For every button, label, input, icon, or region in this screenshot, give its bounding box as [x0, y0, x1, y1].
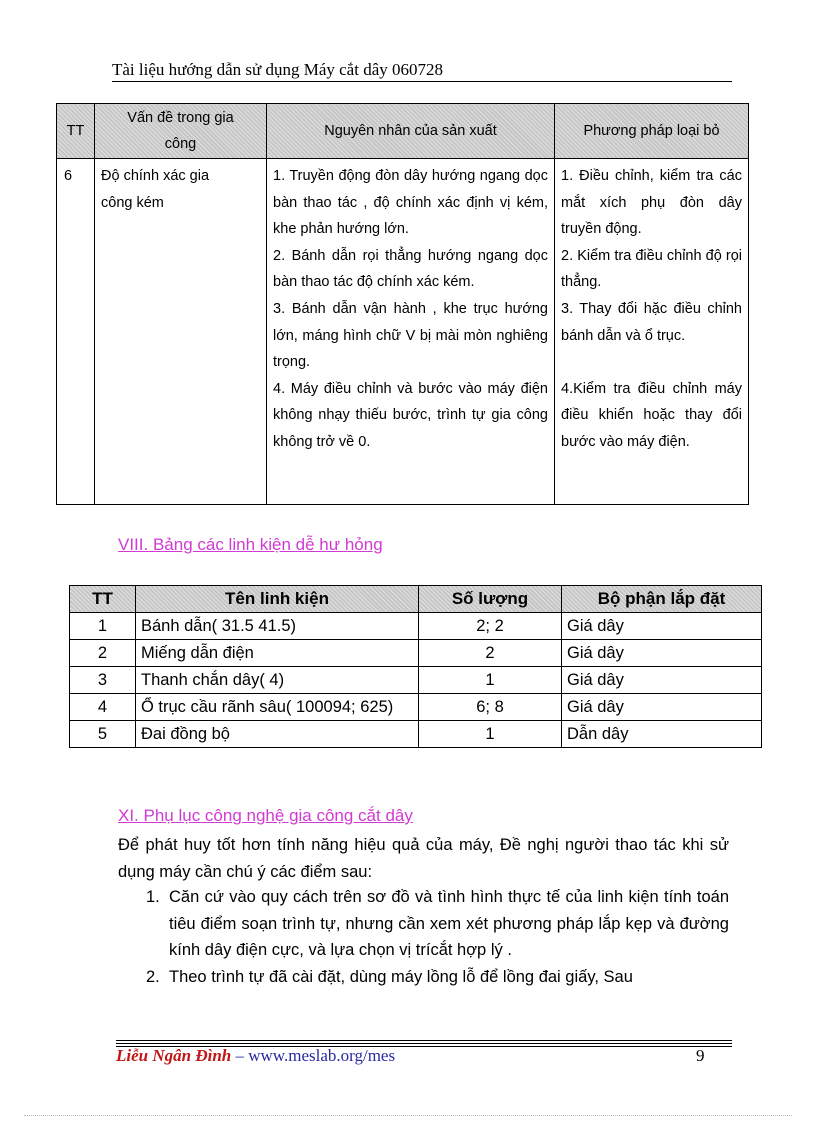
- cause-item: 4. Máy điều chỉnh và bước vào máy điện không nhạy thiếu bước, trình tự gia công không trở về 0.: [273, 380, 548, 450]
- list-item-number: 1.: [146, 888, 160, 906]
- footer-rule: [116, 1043, 732, 1044]
- row-location: Giá dây: [562, 640, 762, 667]
- row-tt: 4: [70, 694, 136, 721]
- list-item-number: 2.: [146, 967, 160, 986]
- parts-table: [69, 585, 762, 748]
- footer-credit: [116, 1046, 395, 1066]
- col-header-qty: Số lượng: [419, 586, 562, 613]
- document-header-title: Tài liệu hướng dẫn sử dụng Máy cắt dây 060728: [112, 60, 443, 79]
- col-header-cause: Nguyên nhân của sản xuất: [267, 104, 555, 159]
- table-row: [70, 667, 762, 694]
- row-issue: [95, 159, 267, 505]
- cause-item: 1. Truyền động đòn dây hướng ngang dọc bàn thao tác , độ chính xác định vị kém, khe phản hướng lớn.: [273, 168, 548, 238]
- row-qty: 2: [419, 640, 562, 667]
- table-row: [70, 721, 762, 748]
- col-header-issue-text: Vấn đề trong gia công: [127, 110, 234, 152]
- list-item-text: Căn cứ vào quy cách trên sơ đồ và tình hình thực tế của linh kiện tính toán tiêu điểm soạn trình tự, nhưng cần xem xét phương pháp lắp kẹp và đường kính dây điện cực, và lựa chọn vị trícắt hợp lý .: [169, 888, 729, 959]
- page-bottom-divider: [24, 1115, 792, 1116]
- row-name: Thanh chắn dây( 4): [136, 667, 419, 694]
- list-item-text: Theo trình tự đã cài đặt, dùng máy lồng lỗ để lồng đai giấy, Sau: [169, 967, 633, 986]
- row-tt: 3: [70, 667, 136, 694]
- row-location: Giá dây: [562, 667, 762, 694]
- remedy-item: 1. Điều chỉnh, kiểm tra các mắt xích phụ đòn dây truyền động.: [561, 168, 742, 238]
- row-location: Giá dây: [562, 613, 762, 640]
- row-name: Đai đồng bộ: [136, 721, 419, 748]
- row-qty: 6; 8: [419, 694, 562, 721]
- table-header-row: [70, 586, 762, 613]
- col-header-name: Tên linh kiện: [136, 586, 419, 613]
- numbered-list: [118, 884, 729, 990]
- col-header-remedy: Phương pháp loại bỏ: [555, 104, 749, 159]
- row-tt: 2: [70, 640, 136, 667]
- remedy-item: 4.Kiểm tra điều chỉnh máy điều khiển hoặc thay đổi bước vào máy điện.: [561, 380, 742, 450]
- list-item: [118, 884, 729, 964]
- row-causes: [267, 159, 555, 505]
- page-number: 9: [696, 1046, 705, 1065]
- section-xi-heading: XI. Phụ lục công nghệ gia công cắt dây: [118, 806, 413, 825]
- row-tt: 5: [70, 721, 136, 748]
- table-row: [70, 694, 762, 721]
- footer-rule: [116, 1040, 732, 1041]
- footer-website-link[interactable]: www.meslab.org/mes: [248, 1046, 396, 1065]
- col-header-tt: TT: [57, 104, 95, 159]
- row-qty: 1: [419, 667, 562, 694]
- row-tt: 1: [70, 613, 136, 640]
- table-header-row: [57, 104, 749, 159]
- header-rule: [112, 81, 732, 82]
- row-qty: 1: [419, 721, 562, 748]
- col-header-location: Bộ phận lắp đặt: [562, 586, 762, 613]
- cause-item: 2. Bánh dẫn rọi thẳng hướng ngang dọc bàn thao tác độ chính xác kém.: [273, 247, 548, 291]
- footer-dash: –: [231, 1046, 249, 1065]
- col-header-tt: TT: [70, 586, 136, 613]
- remedy-item: 2. Kiểm tra điều chỉnh độ rọi thẳng.: [561, 247, 742, 291]
- table-row: [57, 159, 749, 505]
- section-viii-heading: VIII. Bảng các linh kiện dễ hư hỏng: [118, 535, 383, 554]
- remedy-item: 3. Thay đổi hặc điều chỉnh bánh dẫn và ổ trục.: [561, 300, 742, 344]
- troubleshooting-table: [56, 103, 749, 505]
- section-xi-intro: Để phát huy tốt hơn tính năng hiệu quả của máy, Đề nghị người thao tác khi sử dụng máy cần chú ý các điểm sau:: [118, 836, 729, 881]
- remedy-spacer: [561, 349, 742, 376]
- row-tt: 6: [57, 159, 95, 505]
- row-qty: 2; 2: [419, 613, 562, 640]
- row-name: Bánh dẫn( 31.5 41.5): [136, 613, 419, 640]
- footer-author: Liễu Ngân Đình: [116, 1046, 232, 1065]
- table-row: [70, 613, 762, 640]
- table-row: [70, 640, 762, 667]
- row-name: Miếng dẫn điện: [136, 640, 419, 667]
- row-location: Giá dây: [562, 694, 762, 721]
- list-item: [118, 964, 729, 991]
- row-issue-text: Độ chính xác gia công kém: [101, 168, 210, 211]
- row-location: Dẫn dây: [562, 721, 762, 748]
- col-header-issue: [95, 104, 267, 159]
- row-remedies: [555, 159, 749, 505]
- row-name: Ổ trục cầu rãnh sâu( 100094; 625): [136, 694, 419, 721]
- cause-item: 3. Bánh dẫn vận hành , khe trục hướng lớn, máng hình chữ V bị mài mòn nghiêng trọng.: [273, 300, 548, 371]
